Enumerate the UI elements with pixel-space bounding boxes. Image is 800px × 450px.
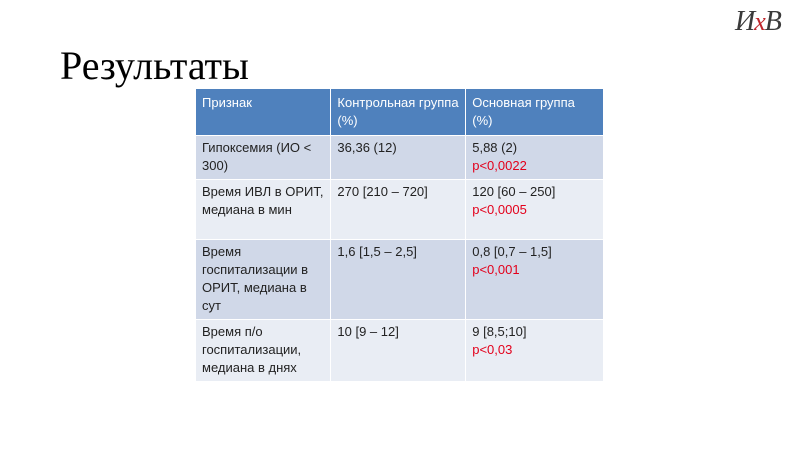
p-value: p<0,0005 — [472, 202, 527, 217]
cell-main — [466, 320, 604, 382]
logo-letter-v: В — [764, 6, 781, 37]
p-value: p<0,03 — [472, 342, 513, 357]
table-row — [196, 320, 604, 382]
logo-letter-x: x — [754, 7, 765, 36]
cell-control: 1,6 [1,5 – 2,5] — [331, 240, 466, 320]
table-row — [196, 180, 604, 240]
cell-control: 36,36 (12) — [331, 136, 466, 180]
cell-feature: Время ИВЛ в ОРИТ, медиана в мин — [196, 180, 331, 240]
cell-main-value: 0,8 [0,7 – 1,5] — [472, 244, 552, 259]
cell-main — [466, 240, 604, 320]
cell-control: 270 [210 – 720] — [331, 180, 466, 240]
cell-main — [466, 136, 604, 180]
cell-main-value: 120 [60 – 250] — [472, 184, 556, 199]
header-feature: Признак — [196, 89, 331, 136]
cell-feature: Время госпитализации в ОРИТ, медиана в сут — [196, 240, 331, 320]
table-row — [196, 136, 604, 180]
results-table — [196, 89, 604, 381]
logo — [735, 6, 795, 42]
cell-control: 10 [9 – 12] — [331, 320, 466, 382]
cell-main-value: 5,88 (2) — [472, 140, 518, 155]
cell-main — [466, 180, 604, 240]
page-title: Результаты — [60, 43, 249, 88]
table-row — [196, 240, 604, 320]
cell-main-value: 9 [8,5;10] — [472, 324, 527, 339]
p-value: p<0,0022 — [472, 158, 527, 173]
logo-letter-i: И — [735, 6, 755, 37]
header-control-group: Контрольная группа (%) — [331, 89, 466, 136]
p-value: p<0,001 — [472, 262, 520, 277]
table-header-row — [196, 89, 604, 136]
cell-feature: Время п/о госпитализации, медиана в днях — [196, 320, 331, 382]
header-main-group: Основная группа (%) — [466, 89, 604, 136]
cell-feature: Гипоксемия (ИО < 300) — [196, 136, 331, 180]
